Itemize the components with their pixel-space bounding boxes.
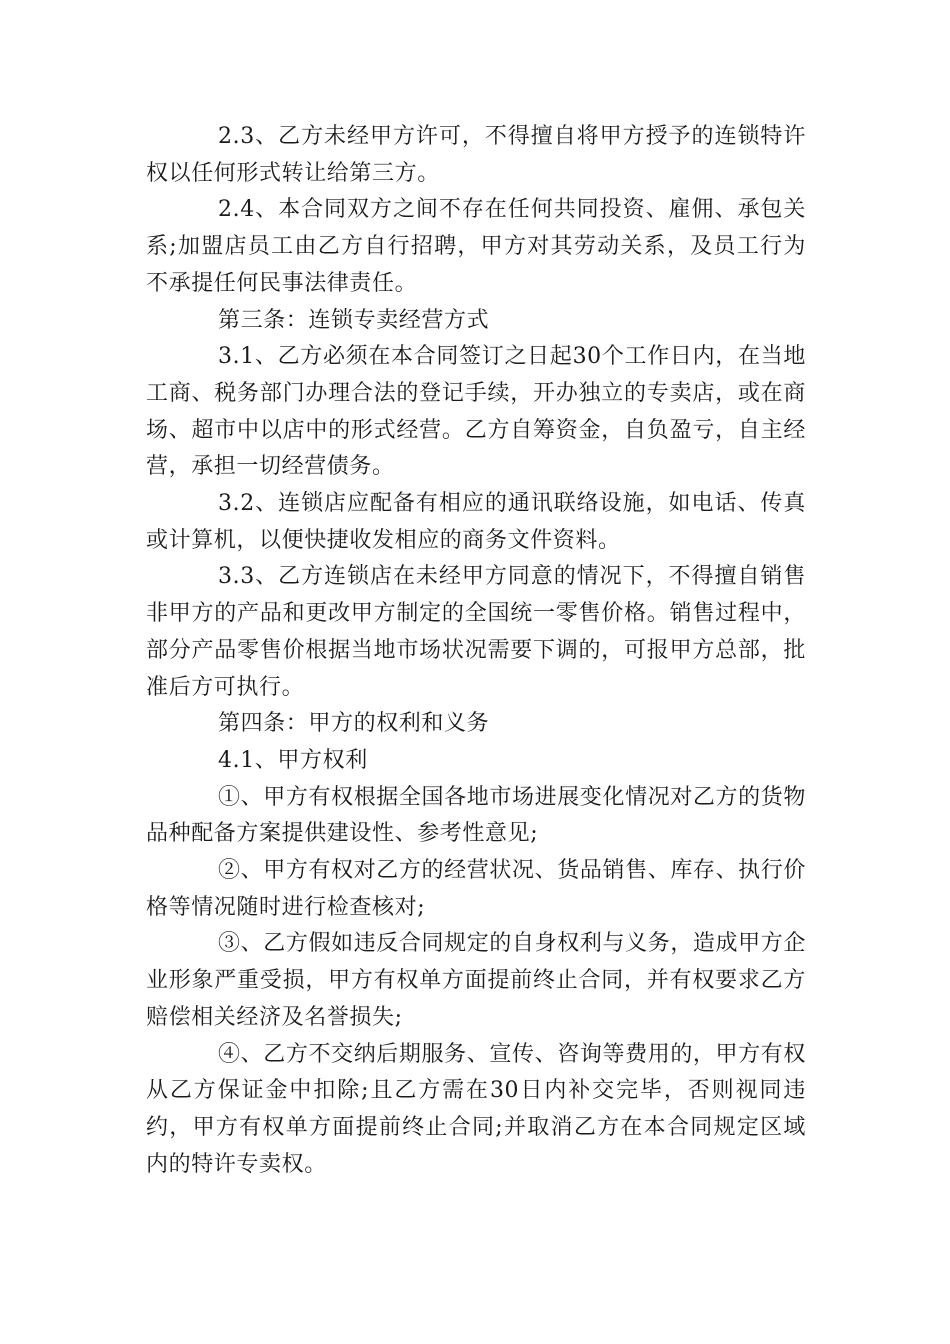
clause-2-3: 2.3、乙方未经甲方许可，不得擅自将甲方授予的连锁特许权以任何形式转让给第三方。 bbox=[146, 124, 806, 186]
clause-2-4: 2.4、本合同双方之间不存在任何共同投资、雇佣、承包关系;加盟店员工由乙方自行招聘，甲方对其劳动关系，及员工行为不承提任何民事法律责任。 bbox=[146, 197, 806, 296]
clause-3-3: 3.3、乙方连锁店在未经甲方同意的情况下，不得擅自销售非甲方的产品和更改甲方制定的全国统一零售价格。销售过程中，部分产品零售价根据当地市场状况需要下调的，可报甲方总部，批准后方可执行。 bbox=[146, 564, 806, 700]
clause-3-1: 3.1、乙方必须在本合同签订之日起30个工作日内，在当地工商、税务部门办理合法的登记手续，开办独立的专卖店，或在商场、超市中以店中的形式经营。乙方自筹资金，自负盈亏，自主经营，承担一切经营债务。 bbox=[146, 344, 806, 480]
right-item-1: ①、甲方有权根据全国各地市场进展变化情况对乙方的货物品种配备方案提供建设性、参考性意见; bbox=[146, 784, 806, 847]
right-item-3: ③、乙方假如违反合同规定的自身权利与义务，造成甲方企业形象严重受损，甲方有权单方面提前终止合同，并有权要求乙方赔偿相关经济及名誉损失; bbox=[146, 931, 806, 1030]
clause-3-2: 3.2、连锁店应配备有相应的通讯联络设施，如电话、传真或计算机，以便快捷收发相应的商务文件资料。 bbox=[146, 491, 806, 553]
clause-4-1-heading: 4.1、甲方权利 bbox=[218, 747, 368, 773]
article-3-heading: 第三条：连锁专卖经营方式 bbox=[218, 307, 490, 333]
right-item-4: ④、乙方不交纳后期服务、宣传、咨询等费用的，甲方有权从乙方保证金中扣除;且乙方需在30日内补交完毕，否则视同违约，甲方有权单方面提前终止合同;并取消乙方在本合同规定区域内的特许专卖权。 bbox=[146, 1041, 806, 1177]
article-4-heading: 第四条：甲方的权利和义务 bbox=[218, 711, 490, 737]
document-body bbox=[146, 119, 806, 1183]
right-item-2: ②、甲方有权对乙方的经营状况、货品销售、库存、执行价格等情况随时进行检查核对; bbox=[146, 858, 806, 920]
